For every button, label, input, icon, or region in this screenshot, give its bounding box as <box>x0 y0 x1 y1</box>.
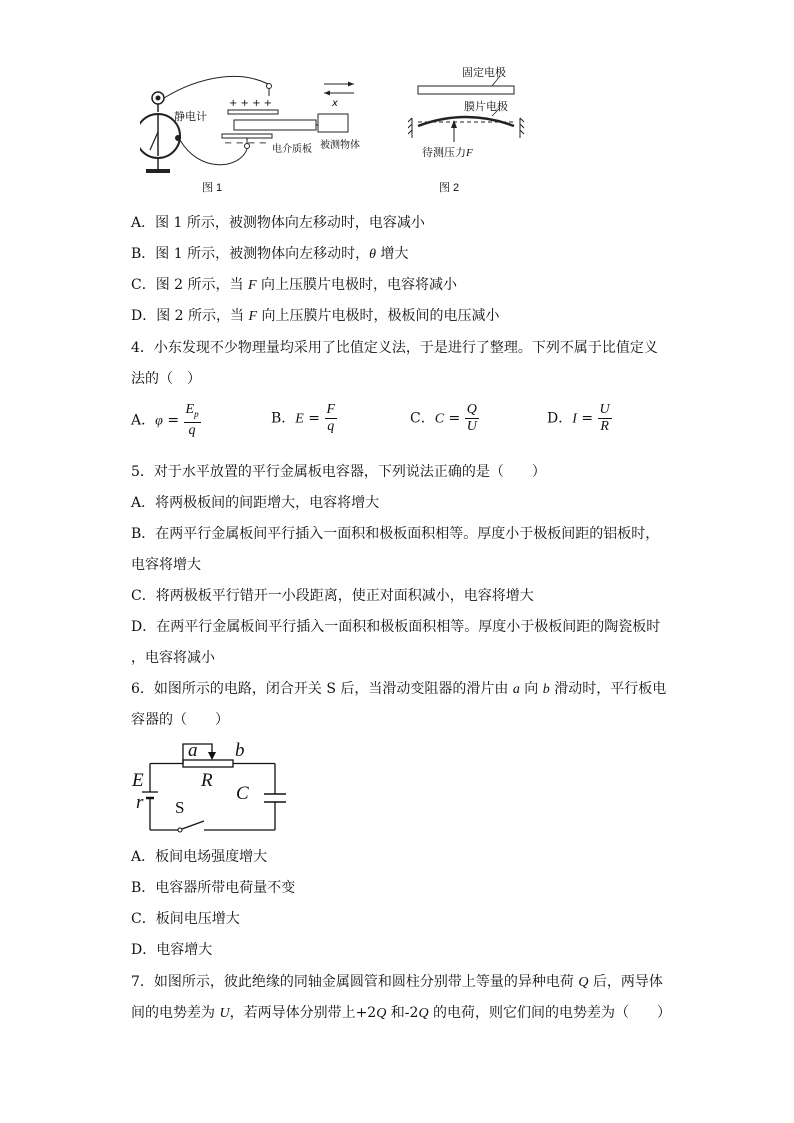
circuit-label-capacitor: C <box>236 783 249 804</box>
negative-charges-label: − − − − <box>224 138 268 149</box>
positive-charges-label: + + + + <box>229 98 273 109</box>
q4-option-d: D．I = $\frac{U}{R}$ <box>547 402 610 434</box>
q6-option-a: A．板间电场强度增大 <box>131 849 268 865</box>
x-label: x <box>332 98 338 109</box>
q6-stem-line-2: 容器的（ ） <box>131 712 229 728</box>
q4-option-c: C．C = $\frac{Q}{U}$ <box>410 402 477 434</box>
circuit-label-r: r <box>136 792 144 813</box>
q4-option-b: B．E = $\frac{F}{q}$ <box>271 402 336 434</box>
q6-option-c: C．板间电压增大 <box>131 911 240 927</box>
q5-option-c: C．将两极板平行错开一小段距离，使正对面积减小，电容将增大 <box>131 588 534 604</box>
q4-stem-line-2: 法的（ ） <box>131 371 201 387</box>
q5-option-b-line-2: 电容将增大 <box>131 557 201 573</box>
circuit-label-e: E <box>132 770 144 791</box>
q6-stem-line-1: 6．如图所示的电路，闭合开关 S 后，当滑动变阻器的滑片由 a 向 b 滑动时，平行板电 <box>131 681 667 697</box>
q4-option-a: A．φ = $\frac{E_p}{q}$ <box>131 402 199 438</box>
figure-1 <box>140 74 380 194</box>
q5-option-a: A．将两极板间的间距增大，电容将增大 <box>131 495 380 511</box>
fixed-electrode-label: 固定电极 <box>462 66 506 79</box>
figure-1-drawing <box>140 74 380 184</box>
q5-option-b-line-1: B．在两平行金属板间平行插入一面积和极板面积相等。厚度小于极板间距的铝板时， <box>131 526 660 542</box>
film-electrode-label: 膜片电极 <box>464 100 508 113</box>
q7-stem-line-2: 间的电势差为 U，若两导体分别带上+2Q 和-2Q 的电荷，则它们间的电势差为（ ） <box>131 1005 672 1021</box>
q5-stem: 5．对于水平放置的平行金属板电容器，下列说法正确的是（ ） <box>131 464 546 480</box>
q6-option-d: D．电容增大 <box>131 942 213 958</box>
dielectric-label: 电介质板 <box>272 144 312 155</box>
q5-option-d-line-1: D．在两平行金属板间平行插入一面积和极板面积相等。厚度小于极板间距的陶瓷板时 <box>131 619 661 635</box>
q3-option-a: A．图 1 所示，被测物体向左移动时，电容减小 <box>131 215 425 231</box>
figure-2 <box>408 62 538 172</box>
figure-1-caption: 图 1 <box>202 182 223 194</box>
q7-stem-line-1: 7．如图所示，彼此绝缘的同轴金属圆管和圆柱分别带上等量的异种电荷 Q 后，两导体 <box>131 974 663 990</box>
circuit-label-switch: S <box>175 798 185 817</box>
force-label: 待测压力F <box>422 146 473 159</box>
electrometer-label: 静电计 <box>174 110 207 123</box>
circuit-label-a: a <box>188 740 198 761</box>
q6-option-b: B．电容器所带电荷量不变 <box>131 880 296 896</box>
object-label: 被测物体 <box>320 140 360 151</box>
circuit-label-b: b <box>235 740 245 761</box>
q3-option-b: B．图 1 所示，被测物体向左移动时，θ 增大 <box>131 246 409 262</box>
q3-option-c: C．图 2 所示，当 F 向上压膜片电极时，电容将减小 <box>131 277 457 293</box>
q5-option-d-line-2: ，电容将减小 <box>131 650 215 666</box>
q6-circuit-drawing <box>130 738 300 838</box>
figure-2-caption: 图 2 <box>439 182 460 194</box>
q4-stem-line-1: 4．小东发现不少物理量均采用了比值定义法，于是进行了整理。下列不属于比值定义 <box>131 340 658 356</box>
q3-option-d: D．图 2 所示，当 F 向上压膜片电极时，极板间的电压减小 <box>131 308 500 324</box>
circuit-label-resistor: R <box>201 770 213 791</box>
q6-circuit <box>130 738 300 838</box>
